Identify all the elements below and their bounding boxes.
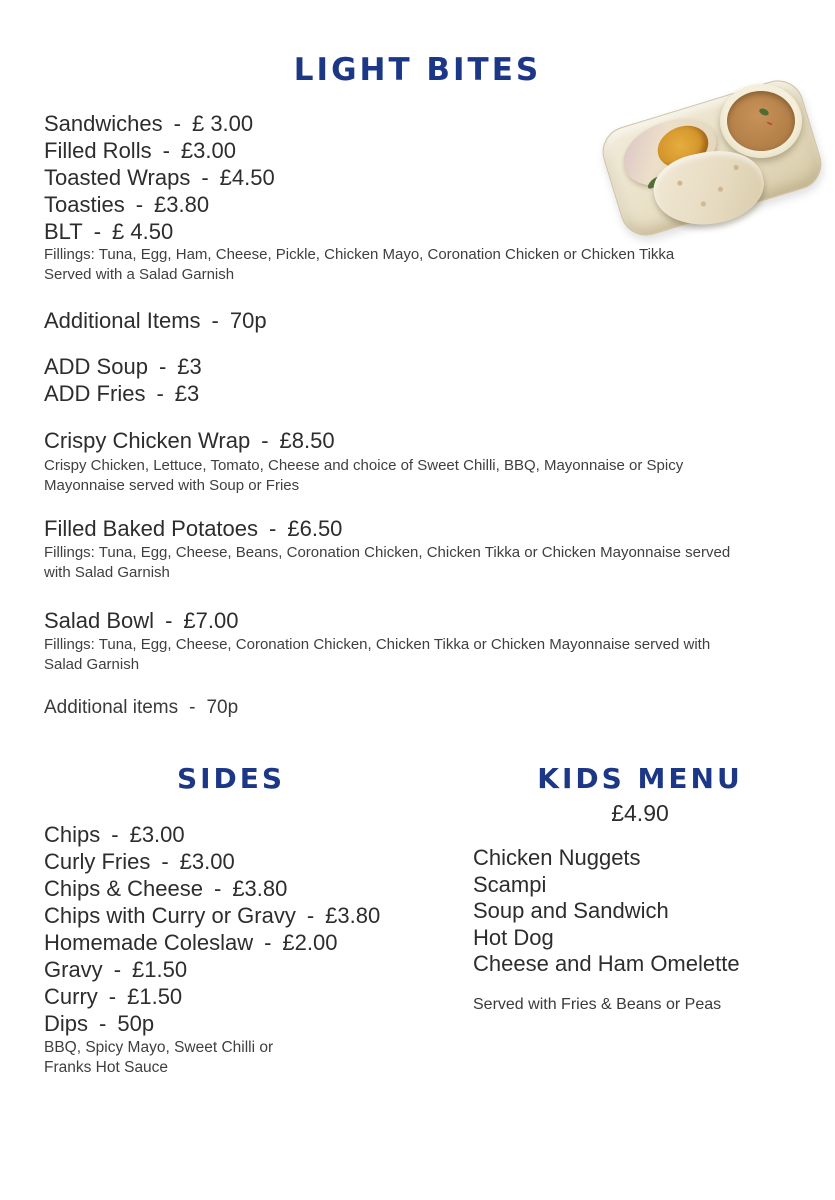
kids-menu-heading: KIDS MENU: [537, 762, 743, 795]
menu-item-gravy: [44, 956, 380, 983]
dash: -: [93, 219, 102, 244]
item-price: £3.80: [325, 903, 381, 928]
item-name: Toasted Wraps: [44, 165, 191, 190]
item-name: Sandwiches: [44, 111, 163, 136]
dips-note: [44, 1038, 273, 1078]
menu-item-additional-items: [44, 307, 267, 334]
menu-item-blt: [44, 218, 275, 245]
light-bites-heading: LIGHT BITES: [293, 52, 542, 88]
dash: -: [306, 903, 315, 928]
kids-item-scampi: Scampi: [473, 871, 547, 897]
item-price: £3.80: [232, 876, 288, 901]
dash: -: [213, 876, 222, 901]
item-price: £1.50: [132, 957, 188, 982]
dash: -: [165, 608, 173, 633]
item-price: 50p: [117, 1011, 155, 1036]
additional-items: [44, 307, 267, 334]
dash: -: [269, 516, 277, 541]
desc-line-2: with Salad Garnish: [44, 563, 170, 581]
menu-item-filled-baked-potatoes: [44, 515, 342, 542]
kids-menu-price: £4.90: [611, 800, 669, 826]
menu-item-add-fries: [44, 380, 202, 407]
desc-line-1: Fillings: Tuna, Egg, Cheese, Coronation Chicken, Chicken Tikka or Chicken Mayonnaise served with: [44, 636, 711, 653]
item-name: Chips: [44, 822, 101, 847]
item-price: £3.80: [154, 192, 210, 217]
item-name: Filled Baked Potatoes: [44, 516, 259, 541]
dash: -: [161, 849, 169, 874]
dips-note-line-1: BBQ, Spicy Mayo, Sweet Chilli or: [44, 1039, 274, 1056]
sides-heading: SIDES: [176, 762, 286, 795]
item-price: 70p: [229, 308, 267, 333]
crispy-chicken-wrap-desc: [44, 456, 683, 495]
fillings-note-line-2: Served with a Salad Garnish: [44, 265, 235, 283]
soup-bowl: [720, 84, 802, 158]
additional-items-2: [44, 694, 238, 721]
menu-item-chips: [44, 821, 380, 848]
kids-menu-note: Served with Fries & Beans or Peas: [473, 996, 722, 1013]
item-name: ADD Fries: [44, 381, 146, 406]
menu-item-additional-items-2: [44, 694, 238, 721]
kids-item-hot-dog: Hot Dog: [473, 924, 554, 950]
dash: -: [113, 957, 122, 982]
dash: -: [99, 1011, 107, 1036]
kids-item-soup-and-sandwich: Soup and Sandwich: [473, 898, 669, 923]
item-name: Toasties: [44, 192, 125, 217]
dash: -: [158, 354, 167, 379]
item-name: Curly Fries: [44, 849, 151, 874]
item-name: Additional Items: [44, 308, 201, 333]
item-name: Chips with Curry or Gravy: [44, 903, 296, 928]
dash: -: [189, 697, 196, 718]
menu-item-chips-curry-gravy: [44, 902, 380, 929]
item-price: £2.00: [282, 930, 338, 955]
dash: -: [162, 138, 170, 163]
menu-item-toasties: [44, 191, 275, 218]
item-name: Dips: [44, 1011, 89, 1036]
addons: [44, 353, 202, 407]
item-name: Chips & Cheese: [44, 876, 203, 901]
item-price: £7.00: [183, 608, 239, 633]
dash: -: [261, 428, 269, 453]
desc-line-2: Mayonnaise served with Soup or Fries: [44, 476, 300, 494]
salad-bowl: [44, 607, 238, 634]
menu-item-homemade-coleslaw: [44, 929, 380, 956]
dips-note-line-2: Franks Hot Sauce: [44, 1059, 169, 1076]
menu-item-sandwiches: [44, 110, 275, 137]
kids-item-chicken-nuggets: Chicken Nuggets: [473, 845, 641, 870]
soup: [727, 91, 795, 151]
menu-item-salad-bowl: [44, 607, 238, 634]
dash: -: [211, 308, 219, 333]
item-price: £3: [177, 354, 202, 379]
menu-item-add-soup: [44, 353, 202, 380]
item-price: £ 3.00: [191, 111, 254, 136]
menu-item-crispy-chicken-wrap: [44, 427, 335, 454]
sides-items: [44, 821, 380, 1037]
menu-item-curry: [44, 983, 380, 1010]
item-name: ADD Soup: [44, 354, 148, 379]
item-name: Gravy: [44, 957, 103, 982]
menu-item-toasted-wraps: [44, 164, 275, 191]
item-price: £4.50: [219, 165, 275, 190]
item-price: £3.00: [180, 138, 236, 163]
menu-item-chips-and-cheese: [44, 875, 380, 902]
dash: -: [264, 930, 272, 955]
item-name: Filled Rolls: [44, 138, 152, 163]
item-price: £8.50: [279, 428, 335, 453]
crispy-chicken-wrap: [44, 427, 335, 454]
dash: -: [108, 984, 117, 1009]
item-price: £6.50: [287, 516, 343, 541]
filled-baked-potatoes: [44, 515, 342, 542]
item-price: £1.50: [127, 984, 183, 1009]
dash: -: [135, 192, 144, 217]
wrap-and-soup-photo: [592, 78, 832, 236]
menu-item-curly-fries: [44, 848, 380, 875]
fillings-note-line-1: Fillings: Tuna, Egg, Ham, Cheese, Pickle, Chicken Mayo, Coronation Chicken or Chicken Tikka: [44, 246, 675, 263]
item-price: 70p: [206, 697, 239, 718]
item-name: BLT: [44, 219, 83, 244]
kids-menu-items: [473, 845, 740, 978]
kids-item-cheese-ham-omelette: Cheese and Ham Omelette: [473, 951, 740, 976]
item-price: £ 4.50: [112, 219, 174, 244]
dash: -: [156, 381, 164, 406]
item-price: £3.00: [129, 822, 185, 847]
item-price: £3: [174, 381, 200, 406]
dash: -: [201, 165, 209, 190]
salad-bowl-desc: [44, 635, 710, 674]
item-name: Homemade Coleslaw: [44, 930, 254, 955]
filled-baked-potatoes-desc: [44, 543, 730, 582]
item-price: £3.00: [179, 849, 235, 874]
light-bites-items: [44, 110, 275, 245]
desc-line-2: Salad Garnish: [44, 655, 140, 673]
fillings-note: [44, 245, 674, 284]
soup-garnish: [758, 107, 770, 117]
item-name: Additional items: [44, 697, 179, 718]
menu-item-dips: [44, 1010, 380, 1037]
menu-item-filled-rolls: [44, 137, 275, 164]
item-name: Crispy Chicken Wrap: [44, 428, 251, 453]
desc-line-1: Fillings: Tuna, Egg, Cheese, Beans, Coronation Chicken, Chicken Tikka or Chicken Mayonnaise served: [44, 544, 731, 561]
item-name: Salad Bowl: [44, 608, 155, 633]
dash: -: [173, 111, 181, 136]
dash: -: [111, 822, 119, 847]
desc-line-1: Crispy Chicken, Lettuce, Tomato, Cheese and choice of Sweet Chilli, BBQ, Mayonnaise or Spicy: [44, 457, 684, 474]
item-name: Curry: [44, 984, 98, 1009]
